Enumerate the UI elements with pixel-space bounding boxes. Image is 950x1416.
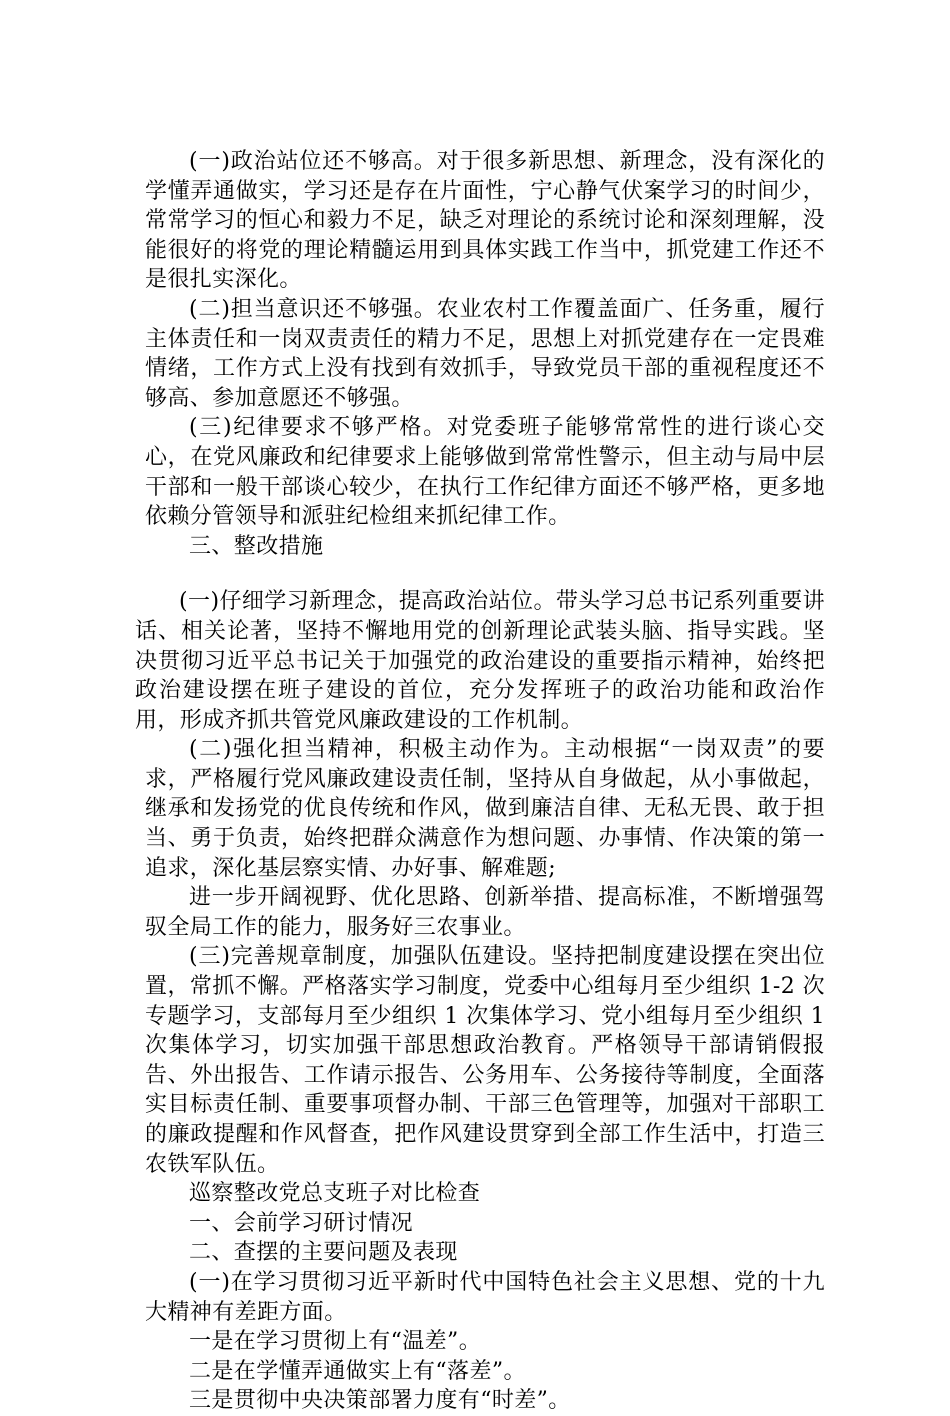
paragraph-discipline: (三)纪律要求不够严格。对党委班子能够常常性的进行谈心交心，在党风廉政和纪律要求上能够做到常常性警示，但主动与局中层干部和一般干部谈心较少，在执行工作纪律方面还不够严格，更多地依赖分管领导和派驻纪检组来抓纪律工作。 — [145, 415, 825, 530]
document-subtitle: 巡察整改党总支班子对比检查 — [189, 1181, 481, 1207]
gap-point-fall: 二是在学懂弄通做实上有“落差”。 — [189, 1358, 526, 1384]
paragraph-study-gap: (一)在学习贯彻习近平新时代中国特色社会主义思想、党的十九大精神有差距方面。 — [145, 1269, 825, 1325]
paragraph-broaden-vision: 进一步开阔视野、优化思路、创新举措、提高标准，不断增强驾驭全局工作的能力，服务好三农事业。 — [145, 885, 825, 940]
gap-point-time: 三是贯彻中央决策部署力度有“时差”。 — [189, 1388, 571, 1414]
section-heading-rectification: 三、整改措施 — [189, 533, 324, 559]
blank-line — [145, 561, 825, 587]
section-heading-pre-meeting-study: 一、会前学习研讨情况 — [189, 1210, 414, 1236]
paragraph-political-stance: (一)政治站位还不够高。对于很多新思想、新理念，没有深化的学懂弄通做实，学习还是存在片面性，宁心静气伏案学习的时间少，常常学习的恒心和毅力不足，缺乏对理论的系统讨论和深刻理解，没能很好的将党的理论精髓运用到具体实践工作当中，抓党建工作还不是很扎实深化。 — [145, 149, 825, 293]
document-body — [135, 147, 825, 1416]
section-heading-main-problems: 二、查摆的主要问题及表现 — [189, 1240, 458, 1266]
paragraph-study-theory: (一)仔细学习新理念，提高政治站位。带头学习总书记系列重要讲话、相关论著，坚持不懈地用党的创新理论武装头脑、指导实践。坚决贯彻习近平总书记关于加强党的政治建设的重要指示精神，始终把政治建设摆在班子建设的首位，充分发挥班子的政治功能和政治作用，形成齐抓共管党风廉政建设的工作机制。 — [135, 589, 825, 733]
paragraph-strengthen-responsibility: (二)强化担当精神，积极主动作为。主动根据“一岗双责”的要求，严格履行党风廉政建设责任制，坚持从自身做起，从小事做起，继承和发扬党的优良传统和作风，做到廉洁自律、无私无畏、敢于担当、勇于负责，始终把群众满意作为想问题、办事情、作决策的第一追求，深化基层察实情、办好事、解难题; — [145, 737, 825, 881]
paragraph-improve-rules: (三)完善规章制度，加强队伍建设。坚持把制度建设摆在突出位置，常抓不懈。严格落实学习制度，党委中心组每月至少组织 1-2 次专题学习，支部每月至少组织 1 次集体学习、党小组每月至少组织 1 次集体学习，切实加强干部思想政治教育。严格领导干部请销假报告、外出报告、工作请示报告、公务用车、公务接待等制度，全面落实目标责任制、重要事项督办制、干部三色管理等，加强对干部职工的廉政提醒和作风督查，把作风建设贯穿到全部工作生活中，打造三农铁军队伍。 — [145, 944, 825, 1177]
gap-point-temperature: 一是在学习贯彻上有“温差”。 — [189, 1329, 482, 1355]
paragraph-responsibility: (二)担当意识还不够强。农业农村工作覆盖面广、任务重，履行主体责任和一岗双责责任的精力不足，思想上对抓党建存在一定畏难情绪，工作方式上没有找到有效抓手，导致党员干部的重视程度还不够高、参加意愿还不够强。 — [145, 296, 825, 411]
